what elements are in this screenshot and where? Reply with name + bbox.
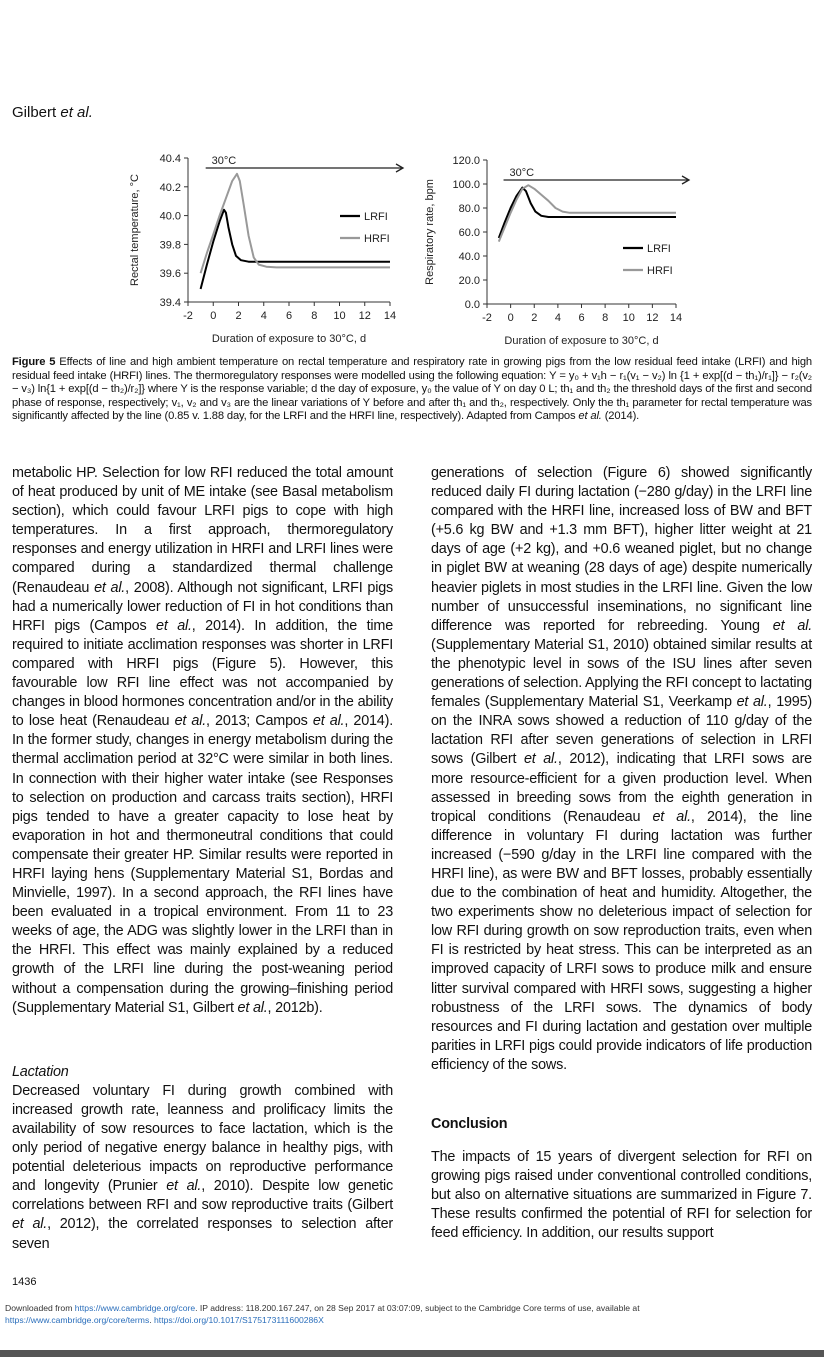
x-tick-label: 12 (358, 310, 371, 322)
caption-text-end: (2014). (601, 410, 640, 423)
y-tick-label: 0.0 (464, 299, 480, 311)
running-head (12, 104, 93, 121)
section-heading-conclusion: Conclusion (431, 1116, 508, 1132)
viewer-bottom-bar (0, 1350, 824, 1357)
x-tick-label: 0 (210, 310, 217, 322)
terms-link[interactable]: https://www.cambridge.org/core/terms (5, 1315, 150, 1325)
x-tick-label: 2 (235, 310, 242, 322)
exposure-annotation: 30°C (509, 167, 535, 179)
series-line-hrfi (499, 185, 676, 241)
running-head-etal: et al. (60, 104, 93, 121)
running-head-author: Gilbert (12, 104, 61, 121)
legend-label-lrfi: LRFI (364, 211, 388, 223)
y-tick-label: 40.2 (159, 181, 181, 194)
x-tick-label: 0 (507, 312, 514, 324)
x-tick-label: -2 (482, 312, 492, 324)
legend-label-lrfi: LRFI (647, 243, 671, 255)
exposure-annotation: 30°C (211, 155, 237, 167)
y-tick-label: 60.0 (458, 227, 480, 239)
legend-label-hrfi: HRFI (364, 233, 390, 245)
x-tick-label: 12 (646, 312, 659, 324)
x-axis-label: Duration of exposure to 30°C, d (504, 335, 659, 347)
x-tick-label: 8 (602, 312, 609, 324)
x-tick-label: 8 (311, 310, 318, 322)
y-tick-label: 39.4 (159, 297, 181, 309)
x-axis-label: Duration of exposure to 30°C, d (211, 333, 367, 345)
y-tick-label: 100.0 (452, 179, 480, 191)
caption-etal: et al. (578, 410, 602, 423)
x-tick-label: 6 (578, 312, 585, 324)
x-tick-label: 14 (669, 312, 683, 324)
series-line-hrfi (201, 174, 390, 273)
series-line-lrfi (201, 210, 390, 289)
figure-5-rectal-temperature-chart (122, 145, 412, 350)
legend-label-hrfi: HRFI (647, 265, 673, 277)
paragraph: The impacts of 15 years of divergent selection for RFI on growing pigs raised under conventional controlled conditions, but also on alternative situations are summarized in Figure 7. These results confirmed the potential of RFI for selection for feed efficiency. In addition, our results support (431, 1149, 812, 1242)
caption-text: Effects of line and high ambient temperature on rectal temperature and respiratory rate in growing pigs from the low residual feed intake (LRFI) and high residual feed intake (HRFI) lines. The thermoregulatory responses were modelled using the following equation: Y = y₀ + v₁h − r₁(v₁ − v₂) ln {1 + exp[(d − th₁)/r₁]} − r₂(v₂ − v₃) ln{1 + exp[(d − th₂)/r₂]} where Y is the response variable; d the day of exposure, y₀ the value of Y on day 0 L; th₁ and th₂ the threshold days of the first and second phase of response, respectively; v₁, v₂ and v₃ are the linear variations of Y before and after th₁ and th₂, respectively. Only the th₁ parameter for rectal temperature was significantly affected by the line (0.85 v. 1.88 day, for the LRFI and the HRFI line, respectively). Adapted from Campos (12, 356, 812, 423)
y-tick-label: 40.0 (159, 210, 181, 223)
x-tick-label: 6 (285, 310, 293, 322)
x-tick-label: 10 (333, 310, 346, 322)
x-tick-label: 10 (622, 312, 635, 324)
doi-link[interactable]: https://doi.org/10.1017/S175173111600286X (154, 1315, 324, 1325)
right-column (431, 464, 812, 1244)
cambridge-core-link[interactable]: https://www.cambridge.org/core (74, 1303, 196, 1313)
y-tick-label: 39.6 (159, 268, 181, 281)
y-tick-label: 80.0 (458, 203, 480, 215)
figure-label: Figure 5 (12, 356, 56, 368)
y-tick-label: 120.0 (452, 155, 480, 167)
x-tick-label: -2 (183, 310, 193, 322)
x-tick-label: 4 (554, 312, 561, 324)
y-tick-label: 39.8 (159, 239, 181, 252)
subheading-lactation: Lactation (12, 1063, 69, 1080)
paragraph: Decreased voluntary FI during growth combined with increased growth rate, leanness and prolificacy limits the availability of sow resources to face lactation, which is the only period of negative energy balance in healthy pigs, with potential deleterious impacts on reproductive performance and longevity (Prunier et al., 2010). Despite low genetic correlations between RFI and sow reproductive traits (Gilbert et al., 2012), the correlated responses to selection after seven (12, 1082, 393, 1252)
download-note: Downloaded from https://www.cambridge.org/core. IP address: 118.200.167.247, on 28 Sep 2017 at 03:07:09, subject to the Cambridge Core terms of use, available at https://www.cambridge.org/core/terms. https://doi.org/10.1017/S175173111600286X (5, 1303, 640, 1325)
x-tick-label: 4 (260, 310, 267, 322)
paragraph: generations of selection (Figure 6) showed significantly reduced daily FI during lactation (−280 g/day) in the LRFI line compared with the HRFI line, increased loss of BW and BFT (+5.6 kg BW and +1.3 mm BFT), higher litter weight at 21 days of age (+2 kg), and +0.6 weaned piglet, but no change in piglet BW at weaning (28 days of age) despite numerically heavier piglets in most studies in the LRFI line. Given the low number of unsuccessful inseminations, no significant line difference was reported for rebreeding. Young et al. (Supplementary Material S1, 2010) obtained similar results at the phenotypic level in sows of the ISU lines after seven generations of selection. Applying the RFI concept to lactating females (Supplementary Material S1, Veerkamp et al., 1995) on the INRA sows showed a reduction of 110 g/day of the lactation RFI after seven generations of selection in LRFI sows (Gilbert et al., 2012), indicating that LRFI sows are more resource-efficient for a given production level. When assessed in breeding sows from the eighth generation in tropical conditions (Renaudeau et al., 2014), the line difference in voluntary FI during lactation was further increased (−590 g/day in the LRFI line compared with the HRFI line), as were BW and BFT losses, probably essentially due to the combination of heat and humidity. Altogether, the two experiments show no deleterious impact of selection for low RFI during growth on sow reproduction traits, even when FI is restricted by heat stress. This can be interpreted as an improved capacity of LRFI sows to produce milk and ensure litter survival compared with HRFI sows, suggesting a higher robustness of the LRFI sows. The dynamics of body resources and FI during lactation and gestation over multiple parities in LRFI pigs could provide indicators of life production efficiency of the sows. (431, 465, 813, 1073)
y-axis-label: Rectal temperature, °C (129, 174, 141, 286)
page-number: 1436 (12, 1276, 37, 1288)
y-tick-label: 40.4 (159, 153, 181, 165)
x-tick-label: 2 (531, 312, 538, 324)
respiratory-rate-svg (415, 145, 705, 350)
rectal-temperature-svg (122, 145, 412, 350)
figure-caption (12, 356, 812, 424)
y-axis-label: Respiratory rate, bpm (424, 179, 436, 285)
y-tick-label: 20.0 (458, 275, 480, 287)
figure-5-respiratory-rate-chart (415, 145, 705, 350)
left-column (12, 464, 393, 1254)
y-tick-label: 40.0 (458, 251, 480, 263)
x-tick-label: 14 (383, 310, 397, 322)
paragraph: metabolic HP. Selection for low RFI reduced the total amount of heat produced by unit of ME intake (see Basal metabolism section), which could favour LRFI pigs to cope with high temperatures. In a first approach, thermoregulatory responses and energy utilization in HRFI and LRFI lines were compared during a standardized thermal challenge (Renaudeau et al., 2008). Although not significant, LRFI pigs had a numerically lower reduction of FI in hot conditions than HRFI pigs (Campos et al., 2014). In addition, the time required to initiate acclimation responses was shorter in LRFI compared with HRFI pigs (Figure 5). However, this favourable low RFI line effect was not accompanied by changes in blood hormones concentration and/or in the ability to lose heat (Renaudeau et al., 2013; Campos et al., 2014). In the former study, changes in energy metabolism during the thermal acclimation period at 32°C were similar in both lines. In connection with their higher water intake (see Responses to selection on production and carcass traits section), HRFI pigs tended to have a greater capacity to lose heat by evaporation in hot and thermoneutral conditions that could compensate their greater HP. Similar results were reported in HRFI laying hens (Supplementary Material S1, Bordas and Minvielle, 1997). In a second approach, the RFI lines have been evaluated in a tropical environment. From 11 to 23 weeks of age, the ADG was slightly lower in the LRFI than in the HRFI. This effect was mainly explained by a reduced growth of the LRFI line during the post-weaning period without a compensation during the growing–finishing period (Supplementary Material S1, Gilbert et al., 2012b). (12, 465, 394, 1016)
